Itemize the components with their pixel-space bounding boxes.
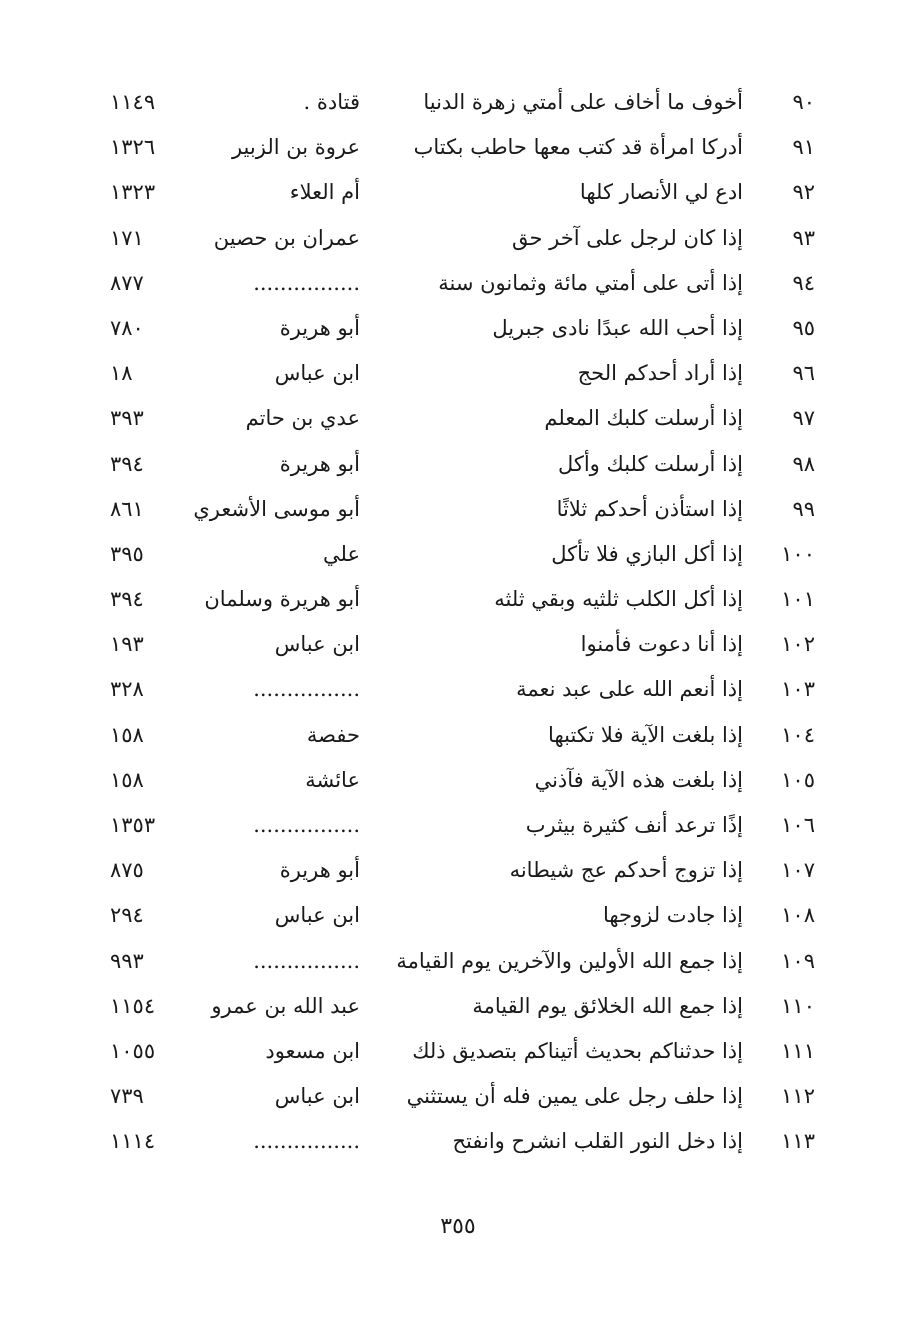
table-row	[110, 261, 815, 306]
hadith-text: إذا أنعم الله على عبد نعمة	[516, 677, 743, 702]
table-row	[110, 848, 815, 893]
narrator: أبو هريرة	[279, 858, 360, 883]
page-reference: ٧٨٠	[110, 315, 144, 340]
table-row	[110, 125, 815, 170]
hadith-number: ١٠٧	[781, 858, 815, 883]
hadith-number: ١١٢	[781, 1084, 815, 1109]
page-reference: ١١١٤	[110, 1129, 156, 1154]
page-reference: ٣٩٥	[110, 541, 144, 566]
hadith-text: إذا أحب الله عبدًا نادى جبريل	[492, 315, 743, 340]
table-row	[110, 1074, 815, 1119]
hadith-text: إذا أرسلت كلبك وأكل	[557, 451, 743, 476]
narrator: أبو موسى الأشعري	[193, 496, 360, 521]
hadith-number: ٩٣	[792, 225, 815, 250]
hadith-number: ٩٠	[792, 90, 815, 114]
hadith-number: ٩٢	[792, 180, 815, 205]
page-reference: ٢٩٤	[110, 903, 144, 928]
hadith-text: إذا جمع الله الأولين والآخرين يوم القيامة	[396, 948, 743, 973]
narrator: ................	[253, 813, 360, 837]
page-reference: ٨٦١	[110, 496, 144, 521]
narrator: ابن عباس	[274, 903, 360, 928]
narrator: عائشة	[305, 767, 360, 792]
narrator: حفصة	[306, 722, 360, 747]
narrator: قتادة .	[303, 90, 360, 114]
hadith-text: إذا أتى على أمتي مائة وثمانون سنة	[438, 270, 743, 295]
page-reference: ٣٩٤	[110, 451, 144, 476]
table-row	[110, 713, 815, 758]
hadith-number: ١٠٢	[781, 632, 815, 657]
page-reference: ٨٧٧	[110, 270, 144, 295]
hadith-text: إذا حلف رجل على يمين فله أن يستثني	[406, 1084, 743, 1109]
table-row	[110, 532, 815, 577]
hadith-text: إذا تزوج أحدكم عج شيطانه	[509, 858, 743, 883]
hadith-text: إذا دخل النور القلب انشرح وانفتح	[452, 1129, 743, 1154]
table-row	[110, 939, 815, 984]
hadith-text: إذا حدثناكم بحديث أتيناكم بتصديق ذلك	[412, 1038, 743, 1063]
hadith-number: ٩٥	[792, 315, 815, 340]
page-reference: ١٥٨	[110, 767, 144, 792]
table-row	[110, 1119, 815, 1164]
narrator: ابن عباس	[274, 1084, 360, 1109]
narrator: ................	[253, 1129, 360, 1154]
hadith-text: إذا أكل الكلب ثلثيه وبقي ثلثه	[494, 587, 743, 612]
table-row	[110, 622, 815, 667]
table-row	[110, 803, 815, 848]
page-reference: ١٩٣	[110, 632, 144, 657]
page-reference: ٩٩٣	[110, 948, 144, 973]
hadith-number: ٩٨	[792, 451, 815, 476]
table-row	[110, 80, 815, 125]
hadith-number: ٩٤	[792, 270, 815, 295]
table-row	[110, 306, 815, 351]
hadith-text: إذا أنا دعوت فأمنوا	[580, 632, 743, 657]
table-row	[110, 170, 815, 215]
narrator: ................	[253, 270, 360, 295]
table-row	[110, 351, 815, 396]
hadith-number: ١٠١	[781, 587, 815, 612]
page-number: ٣٥٥	[440, 1214, 476, 1239]
hadith-number: ١٠٩	[781, 948, 815, 973]
page-reference: ٧٣٩	[110, 1084, 144, 1109]
hadith-text: إذا استأذن أحدكم ثلاثًا	[556, 496, 743, 521]
hadith-number: ١٠٠	[781, 541, 815, 566]
narrator: عبد الله بن عمرو	[211, 993, 360, 1018]
narrator: ابن مسعود	[265, 1038, 360, 1063]
table-row	[110, 216, 815, 261]
hadith-number: ١٠٦	[781, 813, 815, 837]
hadith-number: ٩٧	[792, 406, 815, 431]
hadith-number: ٩١	[792, 135, 815, 160]
page-reference: ٣٩٣	[110, 406, 144, 431]
page-reference: ١٣٢٦	[110, 135, 156, 160]
page-reference: ٣٢٨	[110, 677, 144, 702]
table-row	[110, 667, 815, 712]
hadith-text: إذا بلغت الآية فلا تكتبها	[548, 722, 743, 747]
hadith-index-table	[110, 80, 815, 1165]
narrator: علي	[323, 541, 360, 566]
page-reference: ١٣٥٣	[110, 813, 156, 837]
table-row	[110, 984, 815, 1029]
narrator: ابن عباس	[274, 361, 360, 386]
hadith-text: إذا بلغت هذه الآية فآذني	[534, 767, 743, 792]
hadith-text: أدركا امرأة قد كتب معها حاطب بكتاب	[413, 135, 743, 160]
narrator: عدي بن حاتم	[245, 406, 360, 431]
page-reference: ١١٥٤	[110, 993, 156, 1018]
hadith-text: إذا جادت لزوجها	[602, 903, 743, 928]
hadith-text: إذا جمع الله الخلائق يوم القيامة	[472, 993, 743, 1018]
page-reference: ١١٤٩	[110, 90, 156, 114]
hadith-number: ١٠٤	[781, 722, 815, 747]
hadith-number: ١٠٨	[781, 903, 815, 928]
hadith-text: ادع لي الأنصار كلها	[579, 180, 743, 205]
hadith-text: إذا أرسلت كلبك المعلم	[544, 406, 743, 431]
narrator: أبو هريرة	[279, 451, 360, 476]
narrator: عمران بن حصين	[213, 225, 360, 250]
hadith-number: ١٠٣	[781, 677, 815, 702]
hadith-number: ٩٩	[792, 496, 815, 521]
narrator: ................	[253, 677, 360, 702]
hadith-number: ١١٣	[781, 1129, 815, 1154]
page-reference: ١٨	[110, 361, 133, 386]
narrator: أبو هريرة وسلمان	[204, 587, 360, 612]
narrator: ابن عباس	[274, 632, 360, 657]
hadith-text: إذًا ترعد أنف كثيرة بيثرب	[525, 813, 743, 837]
table-row	[110, 577, 815, 622]
narrator: ................	[253, 948, 360, 973]
hadith-number: ٩٦	[792, 361, 815, 386]
hadith-text: إذا أكل البازي فلا تأكل	[551, 541, 743, 566]
hadith-text: إذا كان لرجل على آخر حق	[512, 225, 743, 250]
page-reference: ١٥٨	[110, 722, 144, 747]
hadith-number: ١٠٥	[781, 767, 815, 792]
page-reference: ٨٧٥	[110, 858, 144, 883]
hadith-text: أخوف ما أخاف على أمتي زهرة الدنيا	[423, 90, 743, 114]
table-row	[110, 893, 815, 938]
table-row	[110, 396, 815, 441]
hadith-number: ١١١	[781, 1038, 815, 1063]
table-row	[110, 442, 815, 487]
page-reference: ١٣٢٣	[110, 180, 156, 205]
page-reference: ١٧١	[110, 225, 144, 250]
hadith-text: إذا أراد أحدكم الحج	[577, 361, 743, 386]
page-reference: ١٠٥٥	[110, 1038, 156, 1063]
narrator: أم العلاء	[289, 180, 360, 205]
table-row	[110, 758, 815, 803]
table-row	[110, 487, 815, 532]
hadith-number: ١١٠	[781, 993, 815, 1018]
narrator: عروة بن الزبير	[231, 135, 360, 160]
table-row	[110, 1029, 815, 1074]
narrator: أبو هريرة	[279, 315, 360, 340]
page-reference: ٣٩٤	[110, 587, 144, 612]
